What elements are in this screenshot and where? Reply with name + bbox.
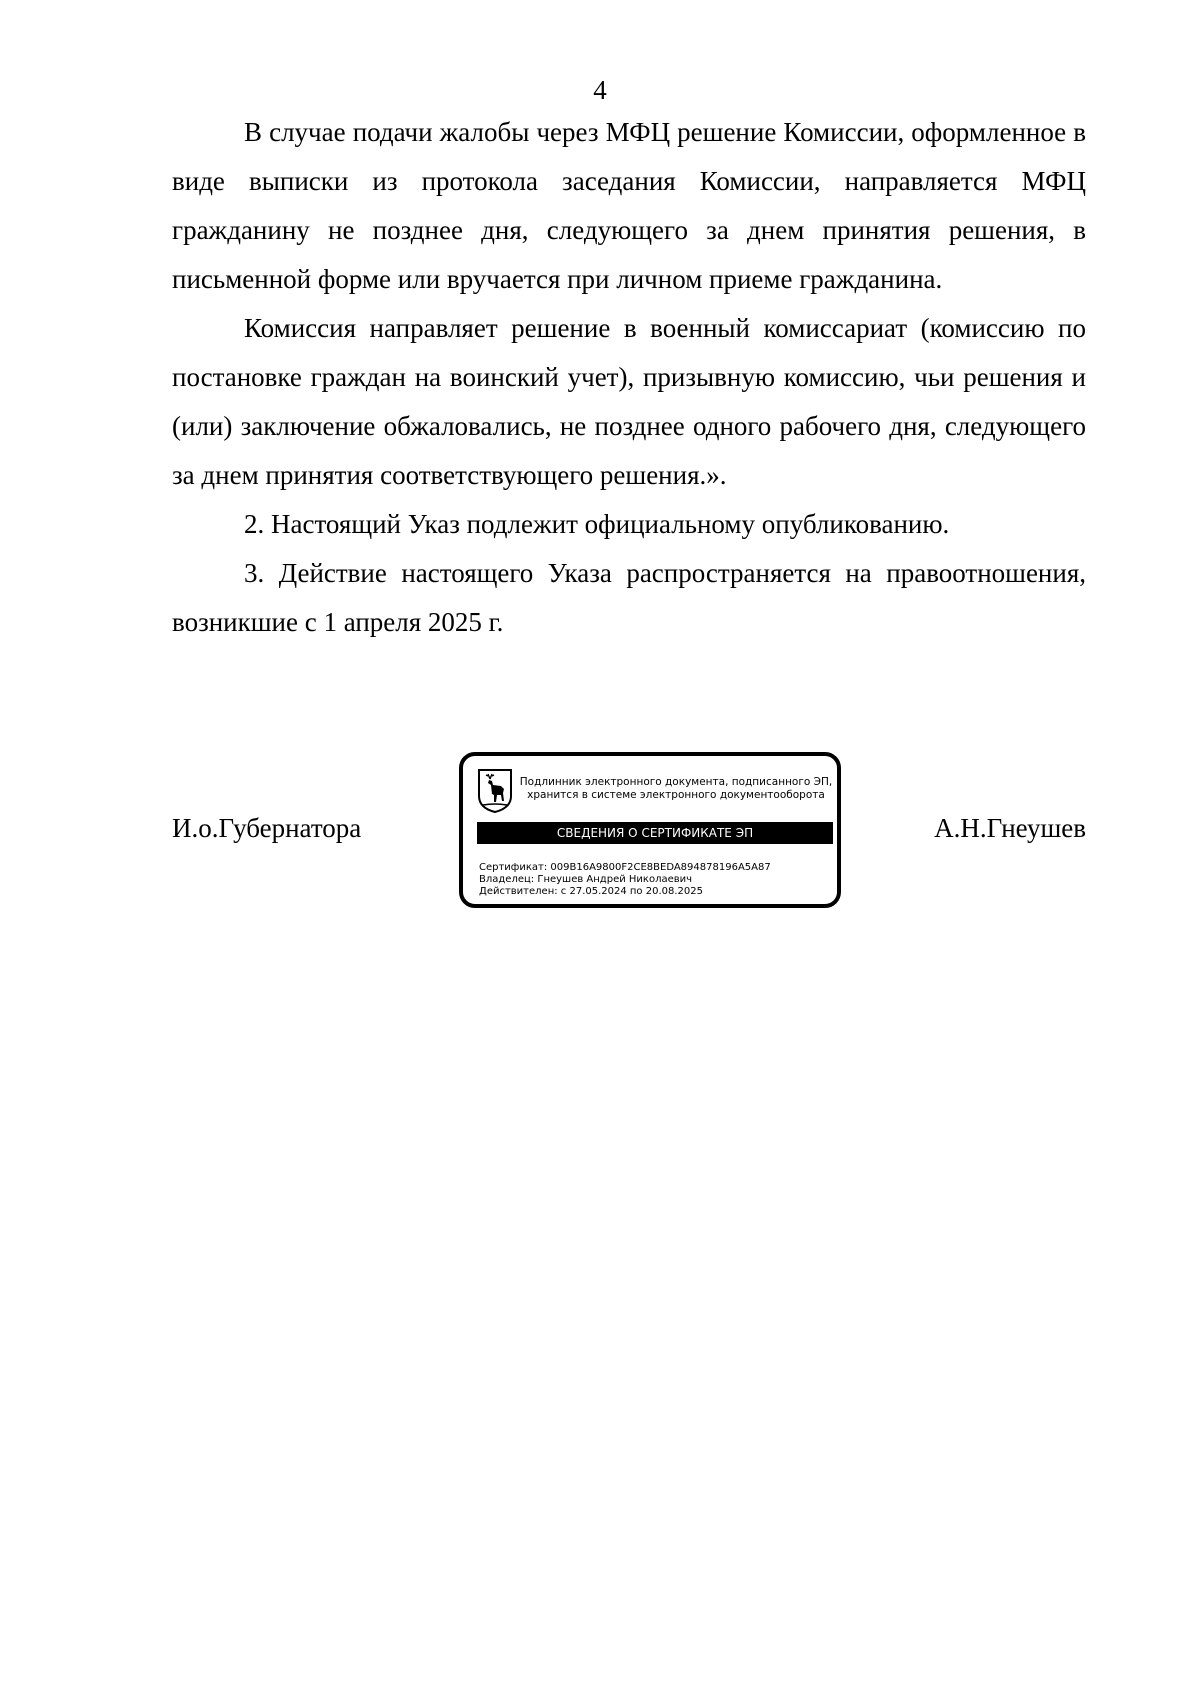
stamp-certificate-details: [479, 862, 771, 898]
stamp-header: [515, 776, 837, 802]
electronic-signature-stamp: [459, 752, 841, 908]
stamp-certificate-number: Сертификат: 009B16A9800F2CE8BEDA894878196A5A87: [479, 862, 771, 873]
signatory-name: А.Н.Гнеушев: [934, 813, 1086, 843]
paragraph-publication: 2. Настоящий Указ подлежит официальному опубликованию.: [244, 509, 950, 539]
stamp-header-line-2: хранится в системе электронного документооборота: [527, 789, 825, 801]
paragraph-effective-date: 3. Действие настоящего Указа распространяется на правоотношения, возникшие с 1 апреля 2025 г.: [172, 558, 1086, 637]
stamp-certificate-title-bar: СВЕДЕНИЯ О СЕРТИФИКАТЕ ЭП: [477, 822, 833, 844]
stamp-header-line-1: Подлинник электронного документа, подписанного ЭП,: [519, 776, 833, 788]
stamp-owner: Владелец: Гнеушев Андрей Николаевич: [479, 874, 693, 885]
page-number: 4: [593, 75, 607, 105]
deer-coat-of-arms-icon: [477, 768, 513, 814]
paragraph-complaint-mfc: В случае подачи жалобы через МФЦ решение Комиссии, оформленное в виде выписки из протокола заседания Комиссии, направляется МФЦ гражданину не позднее дня, следующего за днем принятия решения, в письменной форме или вручается при личном приеме гражданина.: [172, 117, 1086, 294]
paragraph-commission-decision: Комиссия направляет решение в военный комиссариат (комиссию по постановке граждан на воинский учет), призывную комиссию, чьи решения и (или) заключение обжаловались, не позднее одного рабочего дня, следующего за днем принятия соответствующего решения.».: [172, 313, 1086, 490]
document-body: [172, 108, 1086, 647]
signatory-title: И.о.Губернатора: [172, 813, 362, 843]
stamp-validity: Действителен: с 27.05.2024 по 20.08.2025: [479, 886, 703, 897]
